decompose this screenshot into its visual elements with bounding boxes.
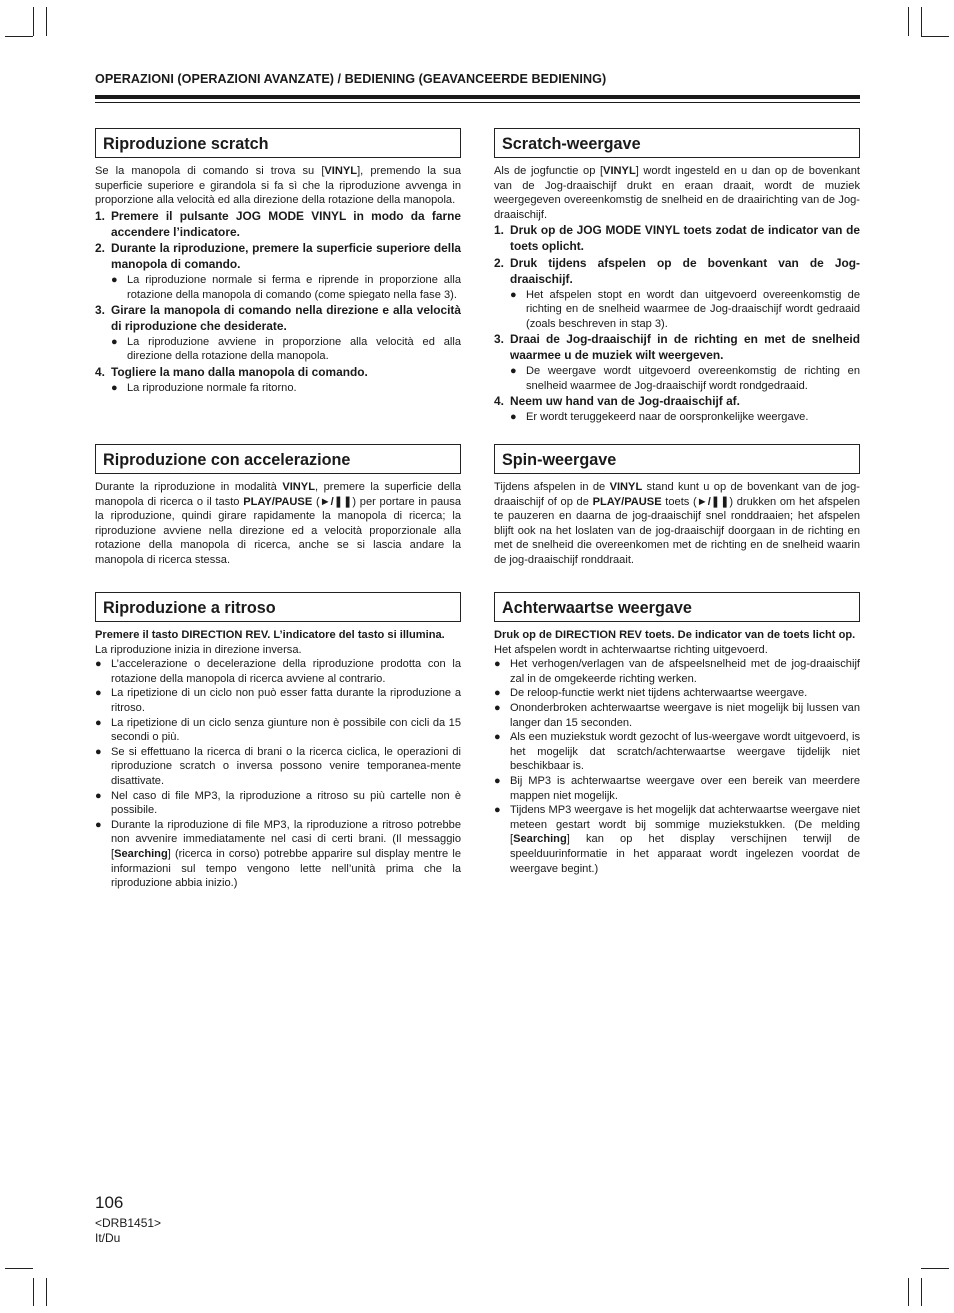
- section-title: Spin-weergave: [494, 444, 860, 474]
- text: Tijdens afspelen in de: [494, 481, 610, 493]
- intro-paragraph: [95, 164, 461, 208]
- crop-mark: [46, 7, 47, 36]
- header-rule-thin: [95, 102, 860, 103]
- crop-mark: [921, 36, 949, 37]
- section-title: Riproduzione con accelerazione: [95, 444, 461, 474]
- bullet-item: [494, 410, 860, 425]
- bullet-text: De reloop-functie werkt niet tijdens achterwaartse weergave.: [510, 687, 808, 700]
- intro-paragraph: La riproduzione inizia in direzione inversa.: [95, 643, 302, 656]
- text: ] (ricerca in corso) potrebbe apparire sul display mentre le informazioni sul tempo vengono lette nell’unità prima che la riproduzione abbia inizio.): [111, 847, 461, 890]
- text: stand kunt u op de bovenkant van de jog-draaischijf of op de: [494, 481, 860, 508]
- section-body: [494, 628, 860, 876]
- bullet-item: [95, 818, 461, 891]
- step-number: 1.: [95, 208, 105, 223]
- step-text: Durante la riproduzione, premere la superficie superiore della manopola di comando.: [111, 241, 461, 272]
- step-item: [494, 223, 860, 255]
- bullet-icon: ●: [95, 789, 102, 802]
- bullet-text: Se si effettuano la ricerca di brani o la ricerca ciclica, le operazioni di riproduzione scratch o inversa possono venire temporanea-mente disattivate.: [111, 745, 461, 787]
- bullet-text: Als een muziekstuk wordt gezocht of lus-weergave wordt uitgevoerd, is het mogelijk dat scratch/achterwaartse weergave tijdelijk niet beschikbaar is.: [510, 731, 860, 773]
- text: ) drukken om het afspelen te pauzeren en daarna de jog-draaischijf snel ronddraaien; het afspelen blijft ook na het loslaten van de jog-draaischijf doorgaan in de richting en met de snelheid die overeenkomen met de richting en de snelheid waarin de jog-draaischijf ronddraait.: [494, 495, 860, 566]
- bullet-item: [95, 716, 461, 745]
- step-item: [95, 241, 461, 273]
- bullet-text: L’accelerazione o decelerazione della riproduzione prodotta con la rotazione della manopola di ricerca avviene al contrario.: [111, 658, 461, 685]
- bullet-icon: ●: [510, 410, 517, 423]
- section-reverse-nl: [494, 592, 860, 876]
- play-pause-symbol: ►/❚❚: [696, 495, 730, 508]
- bullet-text: La ripetizione di un ciclo senza giunture non è possibile con cicli da 15 secondi o più.: [111, 716, 461, 744]
- step-list: [95, 209, 461, 396]
- step-number: 3.: [494, 332, 504, 347]
- step-number: 4.: [95, 364, 105, 379]
- step-item: [95, 209, 461, 241]
- bullet-item: [494, 803, 860, 876]
- step-text: Premere il pulsante JOG MODE VINYL in modo da farne accendere l’indicatore.: [111, 208, 461, 239]
- bullet-item: [494, 774, 860, 803]
- bullet-text: Nel caso di file MP3, la riproduzione a ritroso su più cartelle non è possibile.: [111, 789, 461, 817]
- keyword: VINYL: [609, 481, 643, 493]
- bullet-icon: ●: [510, 364, 517, 377]
- crop-mark: [33, 7, 34, 36]
- section-body: [95, 164, 461, 395]
- bullet-list: [494, 657, 860, 803]
- crop-mark: [46, 1278, 47, 1306]
- paragraph: [95, 480, 461, 568]
- step-number: 4.: [494, 394, 504, 409]
- text: ] wordt ingesteld en u dan op de bovenkant van de Jog-draaischijf drukt en eraan draait, wordt de muziek weergegeven overeenkomstig de snelheid en de draairichting van de Jog-draaischijf.: [494, 165, 860, 221]
- paragraph: [494, 480, 860, 568]
- bullet-text: Het verhogen/verlagen van de afspeelsnelheid met de jog-draaischijf zal in de omgekeerde richting werken.: [510, 658, 860, 685]
- step-number: 2.: [95, 241, 105, 256]
- bullet-text: [510, 803, 860, 876]
- step-text: Druk tijdens afspelen op de bovenkant van de Jog-draaischijf.: [510, 255, 860, 286]
- section-scratch-it: [95, 128, 461, 395]
- crop-mark: [5, 36, 33, 37]
- text: ] kan op het display verschijnen terwijl de speelduurinformatie in het apparaat wordt ingelezen voordat de weergave begint.): [510, 833, 860, 875]
- section-title: Riproduzione scratch: [95, 128, 461, 158]
- step-text: Druk op de JOG MODE VINYL toets zodat de indicator van de toets oplicht.: [510, 223, 860, 254]
- step-number: 3.: [95, 303, 105, 318]
- text: Durante la riproduzione di file MP3, la riproduzione a ritroso potrebbe non avvenire immediatamente nel casi di certi brani. (Il messaggio [: [111, 818, 461, 860]
- section-spin-nl: [494, 444, 860, 568]
- bullet-item: [95, 657, 461, 686]
- bullet-icon: ●: [494, 658, 501, 671]
- crop-mark: [921, 1278, 922, 1306]
- bullet-item: [95, 273, 461, 302]
- section-title: Riproduzione a ritroso: [95, 592, 461, 622]
- step-item: [95, 303, 461, 335]
- bullet-item: [494, 657, 860, 686]
- instruction: Druk op de DIRECTION REV toets. De indicator van de toets licht op.: [494, 629, 856, 641]
- crop-mark: [5, 1268, 33, 1269]
- keyword: VINYL: [603, 165, 636, 177]
- crop-mark: [921, 7, 922, 36]
- bullet-icon: ●: [510, 288, 517, 301]
- bullet-item: [95, 335, 461, 364]
- text: toets (: [661, 495, 697, 508]
- bullet-icon: ●: [111, 335, 118, 348]
- step-item: [494, 394, 860, 410]
- step-item: [95, 365, 461, 381]
- text: Tijdens MP3 weergave is het mogelijk dat achterwaartse weergave niet meteen gestart wordt bij sommige muziekstukken. (De melding [: [510, 804, 860, 846]
- bullet-icon: ●: [95, 818, 102, 831]
- bullet-item: [494, 288, 860, 332]
- bullet-text: La ripetizione di un ciclo non può esser fatta durante la riproduzione a ritroso.: [111, 687, 461, 714]
- bullet-text: La riproduzione avviene in proporzione alla velocità ed alla direzione della rotazione della manopola.: [127, 335, 461, 363]
- section-body: [494, 164, 860, 425]
- crop-mark: [921, 1268, 949, 1269]
- section-reverse-it: [95, 592, 461, 891]
- bullet-item: [494, 701, 860, 730]
- bullet-text: La riproduzione normale si ferma e riprende in proporzione alla rotazione della manopola di comando (come spiegato nella fase 3).: [127, 273, 461, 301]
- keyword: PLAY/PAUSE: [243, 495, 313, 508]
- bullet-text: Er wordt teruggekeerd naar de oorspronkelijke weergave.: [526, 410, 809, 423]
- bullet-item: [95, 686, 461, 715]
- instruction: Premere il tasto DIRECTION REV. L’indicatore del tasto si illumina.: [95, 629, 445, 641]
- keyword: VINYL: [282, 481, 315, 493]
- language-code: It/Du: [95, 1231, 121, 1245]
- keyword: VINYL: [324, 165, 358, 177]
- keyword: Searching: [114, 847, 168, 860]
- bullet-icon: ●: [111, 273, 118, 286]
- step-item: [494, 332, 860, 364]
- bullet-item: [494, 730, 860, 774]
- section-body: [95, 628, 461, 891]
- bullet-item: [95, 745, 461, 789]
- crop-mark: [908, 7, 909, 36]
- bullet-list: [95, 657, 461, 818]
- step-text: Draai de Jog-draaischijf in de richting en met de snelheid waarmee u de muziek wilt weergeven.: [510, 332, 860, 363]
- text: ], premendo la sua superficie superiore e girandola si fa sì che la riproduzione avvenga in proporzione alla velocità ed alla direzione della rotazione della manopola.: [95, 165, 461, 207]
- text: Se la manopola di comando si trova su [: [95, 165, 325, 177]
- bullet-text: Het afspelen stopt en wordt dan uitgevoerd overeenkomstig de richting en de snelheid waarmee de Jog-draaischijf wordt gedraaid (zoals beschreven in stap 3).: [526, 288, 860, 330]
- step-text: Togliere la mano dalla manopola di comando.: [111, 364, 368, 379]
- bullet-item: [95, 381, 461, 396]
- bullet-icon: ●: [95, 687, 102, 700]
- bullet-icon: ●: [95, 745, 102, 758]
- keyword: Searching: [513, 833, 567, 846]
- section-accel-it: [95, 444, 461, 568]
- text: , premere la superficie della manopola di ricerca o il tasto: [95, 481, 461, 508]
- bullet-icon: ●: [494, 731, 501, 744]
- bullet-icon: ●: [494, 804, 501, 817]
- step-text: Neem uw hand van de Jog-draaischijf af.: [510, 394, 740, 409]
- section-scratch-nl: [494, 128, 860, 425]
- section-body: [494, 480, 860, 568]
- bullet-icon: ●: [95, 658, 102, 671]
- bullet-icon: ●: [494, 687, 501, 700]
- section-title: Scratch-weergave: [494, 128, 860, 158]
- bullet-icon: ●: [95, 716, 102, 729]
- crop-mark: [33, 1278, 34, 1306]
- play-pause-symbol: ►/❚❚: [319, 495, 353, 508]
- step-text: Girare la manopola di comando nella direzione e alla velocità di riproduzione che desiderate.: [111, 303, 461, 333]
- bullet-text: De weergave wordt uitgevoerd overeenkomstig de richting en snelheid waarmee de Jog-draaischijf wordt rondgedraaid.: [526, 364, 860, 392]
- bullet-text: La riproduzione normale fa ritorno.: [127, 381, 297, 394]
- text: ) per portare in pausa la riproduzione, quindi girare rapidamente la manopola di ricerca; la riproduzione avviene nella direzione ed a velocità proporzionale alla rotazione della manopola di ricerca, anche se si lascia andare la manopola di ricerca stessa.: [95, 495, 462, 566]
- intro-paragraph: [494, 164, 860, 222]
- bullet-item: [494, 686, 860, 701]
- section-title: Achterwaartse weergave: [494, 592, 860, 622]
- step-item: [494, 256, 860, 288]
- page-header: OPERAZIONI (OPERAZIONI AVANZATE) / BEDIENING (GEAVANCEERDE BEDIENING): [95, 72, 607, 86]
- text: Durante la riproduzione in modalità: [95, 481, 283, 493]
- text: Als de jogfunctie op [: [494, 165, 604, 177]
- bullet-icon: ●: [111, 381, 118, 394]
- model-code: <DRB1451>: [95, 1216, 162, 1230]
- step-number: 2.: [494, 255, 504, 270]
- bullet-text: Ononderbroken achterwaartse weergave is niet mogelijk bij lussen van langer dan 15 seconden.: [510, 701, 860, 729]
- intro-paragraph: Het afspelen wordt in achterwaartse richting uitgevoerd.: [494, 643, 768, 656]
- header-rule: [95, 95, 860, 99]
- section-body: [95, 480, 461, 568]
- bullet-text: [111, 818, 461, 891]
- step-number: 1.: [494, 223, 504, 238]
- bullet-item: [494, 364, 860, 393]
- bullet-item: [95, 789, 461, 818]
- page-number: 106: [95, 1193, 124, 1212]
- crop-mark: [908, 1278, 909, 1306]
- footer-code: [95, 1216, 161, 1246]
- text: (: [312, 495, 320, 508]
- bullet-icon: ●: [494, 774, 501, 787]
- bullet-icon: ●: [494, 701, 501, 714]
- step-list: [494, 223, 860, 424]
- bullet-text: Bij MP3 is achterwaartse weergave over een bereik van meerdere mappen niet mogelijk.: [510, 774, 860, 802]
- keyword: PLAY/PAUSE: [592, 495, 662, 508]
